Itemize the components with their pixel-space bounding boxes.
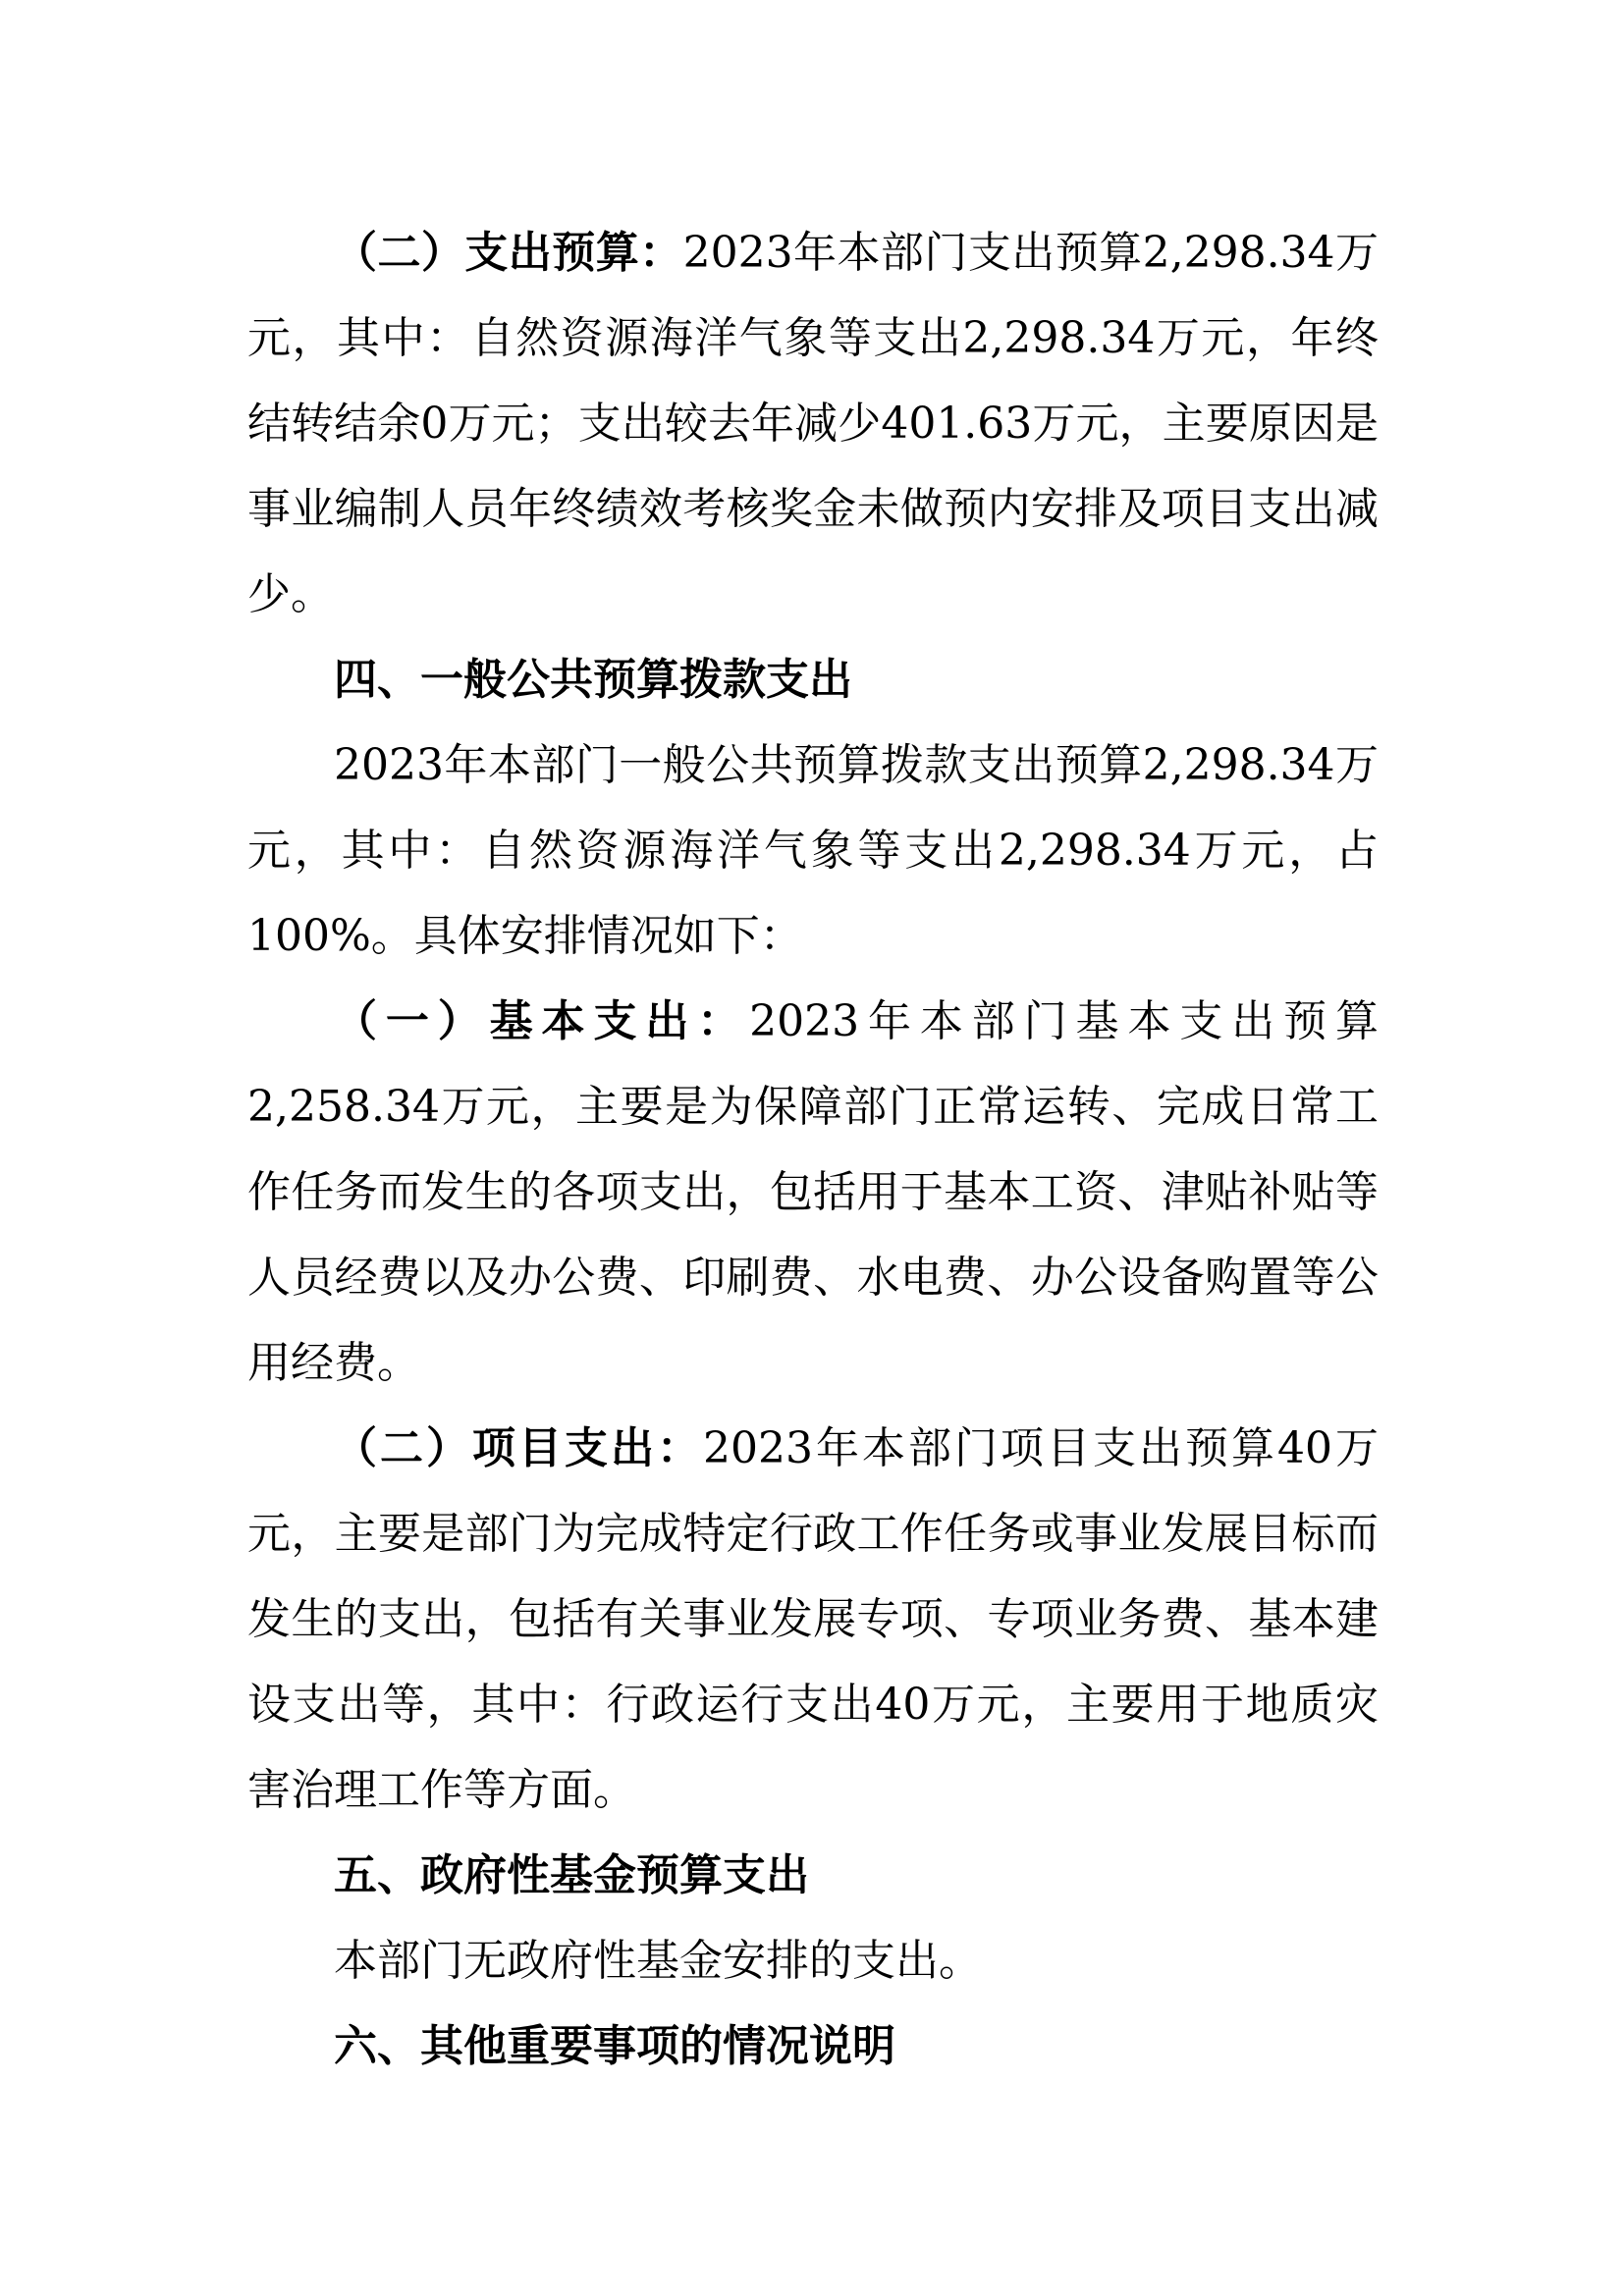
section-four-heading: 四、一般公共预算拨款支出 — [334, 655, 852, 705]
section-four-intro: 2023年本部门一般公共预算拨款支出预算2,298.34万元，其中：自然资源海洋气象等支出2,298.34万元，占100%。具体安排情况如下： — [247, 740, 1379, 961]
section-five-text: 本部门无政府性基金安排的支出。 — [334, 1936, 982, 1986]
basic-expenditure-lead: （一）基本支出： — [334, 996, 750, 1046]
project-expenditure-lead: （二）项目支出： — [334, 1423, 704, 1473]
project-expenditure-paragraph — [247, 1406, 1379, 1833]
project-expenditure-text: 2023年本部门项目支出预算40万元，主要是部门为完成特定行政工作任务或事业发展目标而发生的支出，包括有关事业发展专项、专项业务费、基本建设支出等，其中：行政运行支出40万元，主要用于地质灾害治理工作等方面。 — [247, 1423, 1379, 1815]
section-five-heading: 五、政府性基金预算支出 — [334, 1850, 809, 1900]
expenditure-budget-text: 2023年本部门支出预算2,298.34万元，其中：自然资源海洋气象等支出2,298.34万元，年终结转结余0万元；支出较去年减少401.63万元，主要原因是事业编制人员年终绩效考核奖金未做预内安排及项目支出减少。 — [247, 228, 1379, 619]
section-six-heading: 六、其他重要事项的情况说明 — [334, 2021, 895, 2071]
expenditure-budget-lead: （二）支出预算： — [334, 228, 683, 278]
document-body — [247, 210, 1379, 2089]
expenditure-budget-paragraph — [247, 210, 1379, 637]
basic-expenditure-text: 2023年本部门基本支出预算2,258.34万元，主要是为保障部门正常运转、完成日常工作任务而发生的各项支出，包括用于基本工资、津贴补贴等人员经费以及办公费、印刷费、水电费、办公设备购置等公用经费。 — [247, 996, 1379, 1388]
basic-expenditure-paragraph — [247, 979, 1379, 1406]
